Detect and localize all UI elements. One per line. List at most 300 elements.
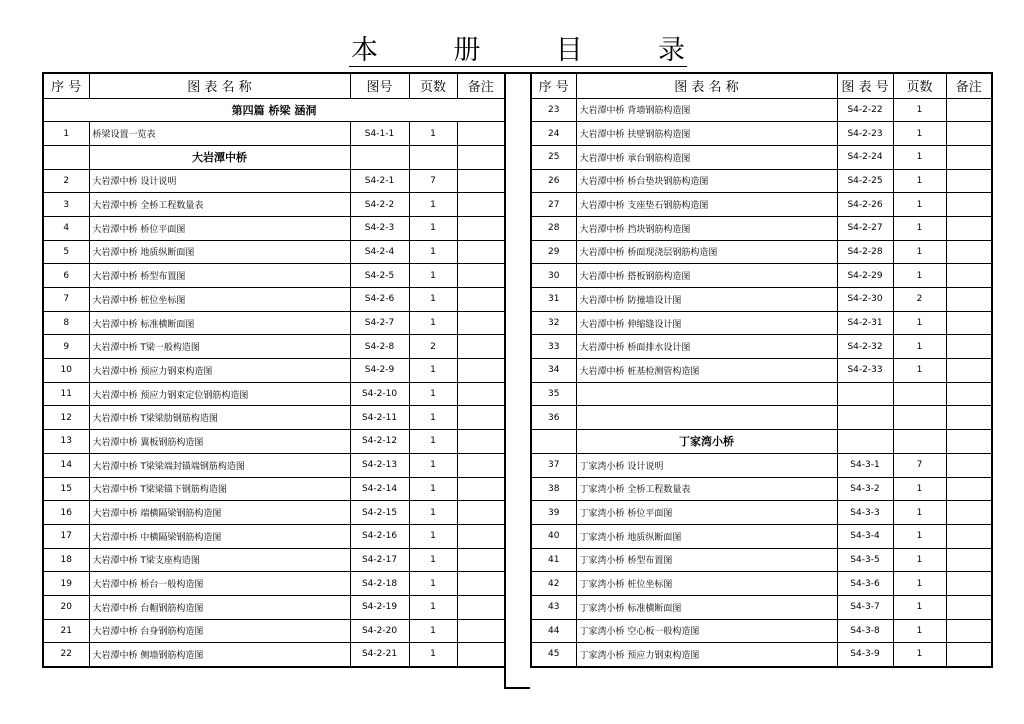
- code-cell: S4-2-7: [350, 311, 409, 335]
- table-row: [43, 311, 505, 335]
- code-cell: [837, 406, 893, 430]
- note-cell: [457, 311, 505, 335]
- name-cell: 大岩潭中桥 全桥工程数量表: [89, 193, 350, 217]
- code-cell: S4-3-4: [837, 524, 893, 548]
- code-cell: S4-2-10: [350, 382, 409, 406]
- table-row: [43, 595, 505, 619]
- header-pages: 页数: [893, 73, 946, 98]
- name-cell: 大岩潭中桥 挡块钢筋构造图: [576, 216, 837, 240]
- note-cell: [946, 193, 992, 217]
- header-note: 备注: [946, 73, 992, 98]
- table-row: [43, 216, 505, 240]
- code-cell: S4-2-11: [350, 406, 409, 430]
- note-cell: [457, 335, 505, 359]
- empty-cell: [531, 430, 576, 454]
- note-cell: [946, 643, 992, 667]
- note-cell: [946, 335, 992, 359]
- empty-cell: [893, 430, 946, 454]
- code-cell: S4-2-18: [350, 572, 409, 596]
- code-cell: S4-3-5: [837, 548, 893, 572]
- seq-cell: 44: [531, 619, 576, 643]
- name-cell: 大岩潭中桥 桥台垫块钢筋构造图: [576, 169, 837, 193]
- note-cell: [946, 311, 992, 335]
- table-row: [43, 477, 505, 501]
- table-row: [43, 548, 505, 572]
- table-row: [531, 382, 992, 406]
- header-seq: 序 号: [531, 73, 576, 98]
- code-cell: S4-3-7: [837, 595, 893, 619]
- title-char: 册: [453, 35, 481, 66]
- header-code: 图号: [350, 73, 409, 98]
- note-cell: [457, 643, 505, 667]
- table-row: [531, 264, 992, 288]
- pages-cell: 1: [893, 335, 946, 359]
- note-cell: [457, 406, 505, 430]
- pages-cell: 1: [893, 524, 946, 548]
- name-cell: 丁家湾小桥 标准横断面图: [576, 595, 837, 619]
- seq-cell: 21: [43, 619, 89, 643]
- table-row: [531, 359, 992, 383]
- note-cell: [946, 145, 992, 169]
- table-row: [43, 501, 505, 525]
- note-cell: [946, 288, 992, 312]
- pages-cell: 1: [893, 98, 946, 122]
- pages-cell: 1: [409, 382, 457, 406]
- seq-cell: 19: [43, 572, 89, 596]
- code-cell: S4-2-13: [350, 453, 409, 477]
- name-cell: 丁家湾小桥 全桥工程数量表: [576, 477, 837, 501]
- toc-table-left: [42, 72, 506, 668]
- seq-cell: 32: [531, 311, 576, 335]
- seq-cell: 17: [43, 524, 89, 548]
- note-cell: [946, 406, 992, 430]
- pages-cell: 2: [893, 288, 946, 312]
- empty-cell: [350, 145, 409, 169]
- pages-cell: 1: [409, 477, 457, 501]
- name-cell: 大岩潭中桥 支座垫石钢筋构造图: [576, 193, 837, 217]
- code-cell: S4-2-30: [837, 288, 893, 312]
- name-cell: 丁家湾小桥 桥位平面图: [576, 501, 837, 525]
- seq-cell: 43: [531, 595, 576, 619]
- seq-cell: 18: [43, 548, 89, 572]
- seq-cell: 1: [43, 122, 89, 146]
- name-cell: 丁家湾小桥 地质纵断面图: [576, 524, 837, 548]
- note-cell: [946, 98, 992, 122]
- pages-cell: 1: [409, 524, 457, 548]
- seq-cell: 5: [43, 240, 89, 264]
- name-cell: 大岩潭中桥 扶壁钢筋构造图: [576, 122, 837, 146]
- name-cell: 大岩潭中桥 台帽钢筋构造图: [89, 595, 350, 619]
- note-cell: [946, 548, 992, 572]
- code-cell: S4-2-23: [837, 122, 893, 146]
- code-cell: S4-2-31: [837, 311, 893, 335]
- seq-cell: 3: [43, 193, 89, 217]
- pages-cell: 1: [893, 145, 946, 169]
- code-cell: S4-3-9: [837, 643, 893, 667]
- note-cell: [457, 477, 505, 501]
- table-row: [43, 122, 505, 146]
- note-cell: [457, 169, 505, 193]
- note-cell: [457, 595, 505, 619]
- table-row: [43, 193, 505, 217]
- table-row: [531, 98, 992, 122]
- name-cell: 大岩潭中桥 桥型布置图: [89, 264, 350, 288]
- code-cell: S4-3-6: [837, 572, 893, 596]
- table-row: [43, 359, 505, 383]
- table-row: [531, 122, 992, 146]
- empty-cell: [837, 430, 893, 454]
- name-cell: 大岩潭中桥 桥面排水设计图: [576, 335, 837, 359]
- pages-cell: 1: [409, 501, 457, 525]
- table-row: [531, 193, 992, 217]
- table-row: [531, 406, 992, 430]
- empty-cell: [409, 145, 457, 169]
- code-cell: S4-3-3: [837, 501, 893, 525]
- code-cell: S4-1-1: [350, 122, 409, 146]
- note-cell: [457, 453, 505, 477]
- name-cell: 大岩潭中桥 中横隔梁钢筋构造图: [89, 524, 350, 548]
- pages-cell: 1: [409, 430, 457, 454]
- note-cell: [457, 216, 505, 240]
- note-cell: [457, 240, 505, 264]
- code-cell: S4-2-14: [350, 477, 409, 501]
- note-cell: [457, 359, 505, 383]
- pages-cell: 1: [409, 406, 457, 430]
- pages-cell: 1: [893, 548, 946, 572]
- seq-cell: 31: [531, 288, 576, 312]
- seq-cell: 9: [43, 335, 89, 359]
- title-underline: [349, 66, 687, 67]
- pages-cell: 1: [409, 311, 457, 335]
- code-cell: S4-2-5: [350, 264, 409, 288]
- table-row: [43, 430, 505, 454]
- note-cell: [457, 619, 505, 643]
- code-cell: S4-2-9: [350, 359, 409, 383]
- code-cell: S4-2-32: [837, 335, 893, 359]
- table-row: [531, 595, 992, 619]
- pages-cell: 1: [893, 193, 946, 217]
- code-cell: S4-2-25: [837, 169, 893, 193]
- subsection-row: [43, 145, 505, 169]
- table-row: [531, 453, 992, 477]
- name-cell: 大岩潭中桥 T梁梁肋钢筋构造图: [89, 406, 350, 430]
- header-code: 图 表 号: [837, 73, 893, 98]
- seq-cell: 45: [531, 643, 576, 667]
- pages-cell: 1: [893, 359, 946, 383]
- pages-cell: 1: [409, 453, 457, 477]
- toc-table-right: [530, 72, 993, 668]
- seq-cell: 40: [531, 524, 576, 548]
- seq-cell: 39: [531, 501, 576, 525]
- name-cell: 丁家湾小桥 桩位坐标图: [576, 572, 837, 596]
- header-pages: 页数: [409, 73, 457, 98]
- table-row: [43, 619, 505, 643]
- seq-cell: 10: [43, 359, 89, 383]
- table-row: [531, 288, 992, 312]
- seq-cell: 26: [531, 169, 576, 193]
- name-cell: 丁家湾小桥 桥型布置图: [576, 548, 837, 572]
- name-cell: 丁家湾小桥 空心板一般构造图: [576, 619, 837, 643]
- table-row: [43, 406, 505, 430]
- pages-cell: 1: [893, 240, 946, 264]
- pages-cell: 1: [409, 359, 457, 383]
- note-cell: [946, 524, 992, 548]
- note-cell: [457, 501, 505, 525]
- pages-cell: 7: [893, 453, 946, 477]
- code-cell: S4-3-8: [837, 619, 893, 643]
- code-cell: S4-2-28: [837, 240, 893, 264]
- title-char: 本: [351, 35, 378, 66]
- seq-cell: 20: [43, 595, 89, 619]
- pages-cell: 1: [893, 619, 946, 643]
- pages-cell: 1: [409, 595, 457, 619]
- header-row: [43, 73, 505, 98]
- name-cell: 大岩潭中桥 桩位坐标图: [89, 288, 350, 312]
- seq-cell: 6: [43, 264, 89, 288]
- name-cell: 大岩潭中桥 桥位平面图: [89, 216, 350, 240]
- name-cell: 大岩潭中桥 T梁梁端封锚端钢筋构造图: [89, 453, 350, 477]
- pages-cell: 1: [409, 193, 457, 217]
- name-cell: 大岩潭中桥 承台钢筋构造图: [576, 145, 837, 169]
- code-cell: S4-2-29: [837, 264, 893, 288]
- note-cell: [946, 477, 992, 501]
- pages-cell: 1: [409, 572, 457, 596]
- code-cell: S4-2-1: [350, 169, 409, 193]
- name-cell: 丁家湾小桥 预应力钢束构造图: [576, 643, 837, 667]
- note-cell: [946, 264, 992, 288]
- pages-cell: 1: [893, 501, 946, 525]
- pages-cell: 1: [409, 619, 457, 643]
- empty-cell: [457, 145, 505, 169]
- code-cell: [837, 382, 893, 406]
- header-note: 备注: [457, 73, 505, 98]
- seq-cell: 7: [43, 288, 89, 312]
- seq-cell: 37: [531, 453, 576, 477]
- seq-cell: 23: [531, 98, 576, 122]
- name-cell: 大岩潭中桥 标准横断面图: [89, 311, 350, 335]
- seq-cell: 38: [531, 477, 576, 501]
- name-cell: 大岩潭中桥 端横隔梁钢筋构造图: [89, 501, 350, 525]
- seq-cell: 41: [531, 548, 576, 572]
- pages-cell: 1: [893, 572, 946, 596]
- pages-cell: 1: [409, 216, 457, 240]
- note-cell: [457, 572, 505, 596]
- empty-cell: [946, 430, 992, 454]
- table-row: [531, 572, 992, 596]
- seq-cell: 14: [43, 453, 89, 477]
- name-cell: 大岩潭中桥 搭板钢筋构造图: [576, 264, 837, 288]
- note-cell: [946, 216, 992, 240]
- pages-cell: 1: [893, 311, 946, 335]
- pages-cell: 1: [893, 643, 946, 667]
- name-cell: 桥梁设置一览表: [89, 122, 350, 146]
- seq-cell: 28: [531, 216, 576, 240]
- name-cell: 大岩潭中桥 设计说明: [89, 169, 350, 193]
- name-cell: 丁家湾小桥 设计说明: [576, 453, 837, 477]
- note-cell: [457, 288, 505, 312]
- table-row: [531, 619, 992, 643]
- pages-cell: 1: [409, 240, 457, 264]
- note-cell: [946, 359, 992, 383]
- seq-cell: 33: [531, 335, 576, 359]
- subsection-heading: 丁家湾小桥: [576, 430, 837, 454]
- note-cell: [946, 619, 992, 643]
- table-row: [531, 548, 992, 572]
- header-name: 图 表 名 称: [89, 73, 350, 98]
- table-row: [531, 335, 992, 359]
- seq-cell: 8: [43, 311, 89, 335]
- name-cell: 大岩潭中桥 台身钢筋构造图: [89, 619, 350, 643]
- pages-cell: 1: [893, 264, 946, 288]
- seq-cell: 24: [531, 122, 576, 146]
- pages-cell: 1: [409, 288, 457, 312]
- document-title: [351, 34, 685, 68]
- code-cell: S4-2-3: [350, 216, 409, 240]
- pages-cell: 1: [409, 548, 457, 572]
- pages-cell: 1: [893, 595, 946, 619]
- note-cell: [457, 264, 505, 288]
- section-heading: 第四篇 桥梁 涵洞: [43, 98, 505, 122]
- table-row: [43, 288, 505, 312]
- seq-cell: 35: [531, 382, 576, 406]
- pages-cell: 1: [409, 264, 457, 288]
- pages-cell: 7: [409, 169, 457, 193]
- table-row: [43, 335, 505, 359]
- note-cell: [457, 430, 505, 454]
- title-char: 目: [555, 35, 583, 66]
- note-cell: [946, 572, 992, 596]
- note-cell: [457, 193, 505, 217]
- name-cell: 大岩潭中桥 预应力钢束构造图: [89, 359, 350, 383]
- name-cell: [576, 382, 837, 406]
- pages-cell: 1: [893, 169, 946, 193]
- table-row: [531, 477, 992, 501]
- table-row: [43, 572, 505, 596]
- note-cell: [946, 240, 992, 264]
- header-row: [531, 73, 992, 98]
- seq-cell: 29: [531, 240, 576, 264]
- code-cell: S4-2-16: [350, 524, 409, 548]
- seq-cell: 25: [531, 145, 576, 169]
- note-cell: [946, 169, 992, 193]
- code-cell: S4-2-26: [837, 193, 893, 217]
- pages-cell: 1: [893, 122, 946, 146]
- note-cell: [946, 453, 992, 477]
- code-cell: S4-2-20: [350, 619, 409, 643]
- pages-cell: [893, 406, 946, 430]
- code-cell: S4-2-17: [350, 548, 409, 572]
- name-cell: 大岩潭中桥 伸缩缝设计图: [576, 311, 837, 335]
- name-cell: 大岩潭中桥 翼板钢筋构造图: [89, 430, 350, 454]
- pages-cell: 2: [409, 335, 457, 359]
- name-cell: 大岩潭中桥 桥面现浇层钢筋构造图: [576, 240, 837, 264]
- name-cell: 大岩潭中桥 防撞墙设计图: [576, 288, 837, 312]
- code-cell: S4-2-2: [350, 193, 409, 217]
- seq-cell: 11: [43, 382, 89, 406]
- name-cell: 大岩潭中桥 地质纵断面图: [89, 240, 350, 264]
- seq-cell: 27: [531, 193, 576, 217]
- code-cell: S4-2-24: [837, 145, 893, 169]
- table-row: [531, 311, 992, 335]
- code-cell: S4-2-15: [350, 501, 409, 525]
- table-row: [531, 501, 992, 525]
- name-cell: 大岩潭中桥 侧墙钢筋构造图: [89, 643, 350, 667]
- column-separator: [504, 72, 530, 689]
- table-row: [531, 145, 992, 169]
- code-cell: S4-2-22: [837, 98, 893, 122]
- table-row: [43, 264, 505, 288]
- code-cell: S4-2-4: [350, 240, 409, 264]
- header-name: 图 表 名 称: [576, 73, 837, 98]
- seq-cell: 2: [43, 169, 89, 193]
- code-cell: S4-2-8: [350, 335, 409, 359]
- name-cell: 大岩潭中桥 T梁梁锚下钢筋构造图: [89, 477, 350, 501]
- code-cell: S4-2-19: [350, 595, 409, 619]
- code-cell: S4-2-27: [837, 216, 893, 240]
- code-cell: S4-2-12: [350, 430, 409, 454]
- pages-cell: 1: [893, 216, 946, 240]
- note-cell: [457, 548, 505, 572]
- seq-cell: 30: [531, 264, 576, 288]
- pages-cell: 1: [409, 643, 457, 667]
- note-cell: [457, 382, 505, 406]
- name-cell: 大岩潭中桥 背墙钢筋构造图: [576, 98, 837, 122]
- title-char: 录: [657, 35, 685, 66]
- note-cell: [946, 595, 992, 619]
- table-row: [43, 524, 505, 548]
- note-cell: [946, 501, 992, 525]
- table-row: [43, 169, 505, 193]
- section-row: [43, 98, 505, 122]
- note-cell: [946, 122, 992, 146]
- name-cell: 大岩潭中桥 预应力钢束定位钢筋构造图: [89, 382, 350, 406]
- seq-cell: 34: [531, 359, 576, 383]
- table-row: [531, 216, 992, 240]
- table-row: [43, 382, 505, 406]
- subsection-heading: 大岩潭中桥: [89, 145, 350, 169]
- header-seq: 序 号: [43, 73, 89, 98]
- name-cell: 大岩潭中桥 T梁一般构造图: [89, 335, 350, 359]
- table-row: [531, 169, 992, 193]
- pages-cell: 1: [409, 122, 457, 146]
- seq-cell: 15: [43, 477, 89, 501]
- table-row: [531, 643, 992, 667]
- table-row: [43, 643, 505, 667]
- subsection-row: [531, 430, 992, 454]
- seq-cell: 13: [43, 430, 89, 454]
- table-row: [531, 240, 992, 264]
- note-cell: [457, 524, 505, 548]
- seq-cell: 22: [43, 643, 89, 667]
- pages-cell: [893, 382, 946, 406]
- note-cell: [946, 382, 992, 406]
- seq-cell: 36: [531, 406, 576, 430]
- name-cell: 大岩潭中桥 桩基检测管构造图: [576, 359, 837, 383]
- table-row: [43, 453, 505, 477]
- name-cell: [576, 406, 837, 430]
- code-cell: S4-3-1: [837, 453, 893, 477]
- seq-cell: 16: [43, 501, 89, 525]
- table-row: [531, 524, 992, 548]
- seq-cell: 4: [43, 216, 89, 240]
- code-cell: S4-2-21: [350, 643, 409, 667]
- name-cell: 大岩潭中桥 桥台一般构造图: [89, 572, 350, 596]
- seq-cell: 12: [43, 406, 89, 430]
- seq-cell: 42: [531, 572, 576, 596]
- note-cell: [457, 122, 505, 146]
- empty-cell: [43, 145, 89, 169]
- name-cell: 大岩潭中桥 T梁支座构造图: [89, 548, 350, 572]
